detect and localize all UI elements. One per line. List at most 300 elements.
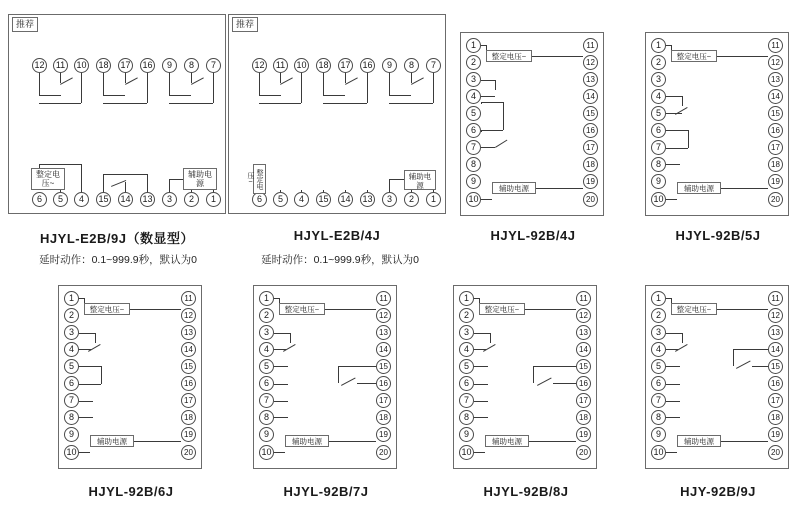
terminal-2[interactable]: 2 — [651, 308, 666, 323]
wire — [525, 309, 576, 310]
wire — [274, 333, 290, 334]
wire — [338, 366, 376, 367]
terminal-8[interactable]: 8 — [651, 410, 666, 425]
wire — [474, 452, 485, 453]
terminal-16[interactable]: 16 — [768, 123, 783, 138]
terminal-19[interactable]: 19 — [768, 174, 783, 189]
wire — [81, 73, 82, 103]
terminal-16[interactable]: 16 — [576, 376, 591, 391]
wire — [301, 73, 302, 103]
terminal-16[interactable]: 16 — [376, 376, 391, 391]
aux-power-label: 辅助电源 — [677, 182, 721, 194]
wire — [474, 417, 488, 418]
terminal-7[interactable]: 7 — [206, 58, 221, 73]
terminal-6[interactable]: 6 — [252, 192, 267, 207]
wire — [717, 56, 768, 57]
terminal-1[interactable]: 1 — [259, 291, 274, 306]
wire — [733, 349, 734, 366]
wire — [481, 147, 495, 148]
caption-hjyl-92b-7j: HJYL-92B/7J — [283, 484, 369, 499]
terminal-1[interactable]: 1 — [206, 192, 221, 207]
wire — [274, 349, 286, 350]
wire — [357, 383, 376, 384]
terminal-1[interactable]: 1 — [64, 291, 79, 306]
terminal-5[interactable]: 5 — [53, 192, 68, 207]
terminal-8[interactable]: 8 — [64, 410, 79, 425]
wire — [666, 384, 680, 385]
aux-power-label: 辅助电源 — [404, 170, 436, 190]
terminal-4[interactable]: 4 — [466, 89, 481, 104]
terminal-14[interactable]: 14 — [118, 192, 133, 207]
terminal-5[interactable]: 5 — [259, 359, 274, 374]
terminal-5[interactable]: 5 — [651, 359, 666, 374]
terminal-14[interactable]: 14 — [338, 192, 353, 207]
terminal-19[interactable]: 19 — [768, 427, 783, 442]
terminal-7[interactable]: 7 — [64, 393, 79, 408]
wire — [60, 73, 61, 83]
terminal-5[interactable]: 5 — [273, 192, 288, 207]
terminal-3[interactable]: 3 — [466, 72, 481, 87]
setting-voltage-label: 整定电压~ — [486, 50, 532, 62]
wire — [481, 102, 482, 104]
terminal-14[interactable]: 14 — [768, 342, 783, 357]
wire — [79, 401, 93, 402]
wire — [666, 199, 677, 200]
setting-voltage-label: 整定电压~ — [31, 168, 65, 190]
wire — [323, 103, 367, 104]
terminal-18[interactable]: 18 — [576, 410, 591, 425]
wire — [79, 452, 90, 453]
terminal-6[interactable]: 6 — [651, 123, 666, 138]
aux-power-label: 辅助电源 — [677, 435, 721, 447]
wire — [666, 401, 680, 402]
wire — [259, 95, 281, 96]
terminal-18[interactable]: 18 — [768, 410, 783, 425]
terminal-4[interactable]: 4 — [259, 342, 274, 357]
aux-power-label: 辅助电源 — [485, 435, 529, 447]
terminal-20[interactable]: 20 — [768, 192, 783, 207]
terminal-5[interactable]: 5 — [651, 106, 666, 121]
terminal-9[interactable]: 9 — [382, 58, 397, 73]
wire — [474, 333, 490, 334]
terminal-15[interactable]: 15 — [316, 192, 331, 207]
wire — [79, 417, 93, 418]
terminal-16[interactable]: 16 — [768, 376, 783, 391]
wire — [147, 73, 148, 103]
wire — [323, 73, 324, 95]
wire — [532, 56, 583, 57]
wire — [95, 333, 96, 343]
setting-voltage-label: 整定电压~ — [479, 303, 525, 315]
terminal-6[interactable]: 6 — [32, 192, 47, 207]
caption-hjyl-e2b-9j: HJYL-E2B/9J（数显型） — [40, 231, 194, 246]
terminal-15[interactable]: 15 — [583, 106, 598, 121]
wire — [134, 441, 181, 442]
wire — [169, 103, 213, 104]
terminal-10[interactable]: 10 — [74, 58, 89, 73]
wire — [130, 309, 181, 310]
wire — [274, 452, 285, 453]
diagram-hjyl-92b-5j — [645, 32, 791, 218]
wire — [666, 130, 688, 131]
terminal-11[interactable]: 11 — [576, 291, 591, 306]
terminal-12[interactable]: 12 — [768, 55, 783, 70]
terminal-16[interactable]: 16 — [360, 58, 375, 73]
terminal-14[interactable]: 14 — [576, 342, 591, 357]
caption-hjyl-92b-4j: HJYL-92B/4J — [490, 228, 576, 243]
terminal-14[interactable]: 14 — [768, 89, 783, 104]
terminal-19[interactable]: 19 — [181, 427, 196, 442]
terminal-17[interactable]: 17 — [118, 58, 133, 73]
terminal-17[interactable]: 17 — [181, 393, 196, 408]
terminal-18[interactable]: 18 — [96, 58, 111, 73]
terminal-14[interactable]: 14 — [181, 342, 196, 357]
wire — [666, 349, 678, 350]
wire — [280, 73, 281, 83]
terminal-2[interactable]: 2 — [466, 55, 481, 70]
wire — [325, 309, 376, 310]
terminal-9[interactable]: 9 — [459, 427, 474, 442]
terminal-14[interactable]: 14 — [583, 89, 598, 104]
wire — [169, 73, 170, 95]
aux-power-label: 辅助电源 — [183, 168, 217, 190]
terminal-17[interactable]: 17 — [576, 393, 591, 408]
setting-voltage-label: 整定电压~ — [279, 303, 325, 315]
terminal-13[interactable]: 13 — [768, 325, 783, 340]
terminal-3[interactable]: 3 — [459, 325, 474, 340]
terminal-20[interactable]: 20 — [376, 445, 391, 460]
terminal-11[interactable]: 11 — [376, 291, 391, 306]
terminal-6[interactable]: 6 — [459, 376, 474, 391]
wire — [274, 401, 288, 402]
terminal-20[interactable]: 20 — [181, 445, 196, 460]
terminal-18[interactable]: 18 — [583, 157, 598, 172]
wire — [79, 333, 95, 334]
caption-hjy-92b-9j: HJY-92B/9J — [680, 484, 756, 499]
subcaption-hjyl-e2b-9j: 延时动作：0.1~999.9秒，默认为0 — [39, 254, 197, 266]
terminal-10[interactable]: 10 — [294, 58, 309, 73]
terminal-3[interactable]: 3 — [162, 192, 177, 207]
terminal-14[interactable]: 14 — [376, 342, 391, 357]
wire — [474, 366, 488, 367]
terminal-5[interactable]: 5 — [459, 359, 474, 374]
terminal-17[interactable]: 17 — [583, 140, 598, 155]
terminal-13[interactable]: 13 — [583, 72, 598, 87]
diagram-hjyl-e2b-4j — [228, 14, 448, 216]
terminal-4[interactable]: 4 — [459, 342, 474, 357]
wire — [79, 349, 91, 350]
terminal-9[interactable]: 9 — [651, 427, 666, 442]
terminal-12[interactable]: 12 — [583, 55, 598, 70]
diagram-hjyl-92b-8j — [453, 285, 599, 471]
setting-voltage-label: 整定电压~ — [84, 303, 130, 315]
wire — [411, 73, 412, 83]
wire — [389, 103, 433, 104]
terminal-3[interactable]: 3 — [64, 325, 79, 340]
wire — [329, 441, 376, 442]
wire — [39, 95, 61, 96]
terminal-20[interactable]: 20 — [583, 192, 598, 207]
wire — [490, 333, 491, 343]
terminal-6[interactable]: 6 — [466, 123, 481, 138]
terminal-15[interactable]: 15 — [376, 359, 391, 374]
terminal-7[interactable]: 7 — [651, 140, 666, 155]
wire — [338, 366, 339, 383]
aux-power-label: 辅助电源 — [492, 182, 536, 194]
terminal-1[interactable]: 1 — [466, 38, 481, 53]
wire — [323, 95, 345, 96]
wire — [103, 95, 125, 96]
wire — [682, 333, 683, 343]
wire — [503, 120, 504, 130]
terminal-15[interactable]: 15 — [768, 106, 783, 121]
wire — [474, 401, 488, 402]
aux-power-label: 辅助电源 — [90, 435, 134, 447]
wire — [125, 182, 126, 192]
wire — [213, 73, 214, 103]
wire — [752, 366, 768, 367]
wire — [169, 179, 170, 192]
terminal-1[interactable]: 1 — [651, 38, 666, 53]
terminal-8[interactable]: 8 — [466, 157, 481, 172]
wire — [481, 130, 503, 131]
wire — [147, 174, 148, 192]
wire — [79, 384, 101, 385]
terminal-13[interactable]: 13 — [376, 325, 391, 340]
terminal-20[interactable]: 20 — [768, 445, 783, 460]
terminal-13[interactable]: 13 — [181, 325, 196, 340]
terminal-8[interactable]: 8 — [184, 58, 199, 73]
terminal-6[interactable]: 6 — [64, 376, 79, 391]
terminal-11[interactable]: 11 — [583, 38, 598, 53]
terminal-2[interactable]: 2 — [459, 308, 474, 323]
wire — [666, 333, 682, 334]
terminal-16[interactable]: 16 — [583, 123, 598, 138]
terminal-10[interactable]: 10 — [466, 192, 481, 207]
wire — [721, 188, 768, 189]
wire — [666, 164, 680, 165]
wire — [721, 441, 768, 442]
wire — [433, 73, 434, 103]
wire — [79, 366, 101, 367]
wire — [503, 102, 504, 120]
terminal-12[interactable]: 12 — [32, 58, 47, 73]
terminal-10[interactable]: 10 — [651, 192, 666, 207]
wire — [259, 103, 301, 104]
caption-hjyl-92b-8j: HJYL-92B/8J — [483, 484, 569, 499]
wire — [481, 102, 503, 103]
terminal-2[interactable]: 2 — [64, 308, 79, 323]
terminal-3[interactable]: 3 — [651, 72, 666, 87]
terminal-18[interactable]: 18 — [181, 410, 196, 425]
terminal-13[interactable]: 13 — [576, 325, 591, 340]
terminal-7[interactable]: 7 — [651, 393, 666, 408]
terminal-4[interactable]: 4 — [651, 89, 666, 104]
wire — [481, 199, 492, 200]
wire — [733, 349, 768, 350]
terminal-9[interactable]: 9 — [162, 58, 177, 73]
diagram-hjyl-e2b-9j — [8, 14, 228, 216]
wire — [474, 349, 486, 350]
terminal-3[interactable]: 3 — [382, 192, 397, 207]
terminal-7[interactable]: 7 — [426, 58, 441, 73]
terminal-17[interactable]: 17 — [376, 393, 391, 408]
wire — [39, 103, 81, 104]
diagram-hjyl-92b-6j — [58, 285, 204, 471]
terminal-15[interactable]: 15 — [576, 359, 591, 374]
terminal-9[interactable]: 9 — [651, 174, 666, 189]
wire — [495, 80, 496, 90]
wire — [533, 366, 534, 383]
caption-hjyl-e2b-4j: HJYL-E2B/4J — [293, 228, 381, 243]
wire — [717, 309, 768, 310]
caption-hjyl-92b-5j: HJYL-92B/5J — [675, 228, 761, 243]
wire — [666, 452, 677, 453]
recommend-badge: 推荐 — [12, 17, 38, 32]
terminal-2[interactable]: 2 — [404, 192, 419, 207]
wire — [474, 384, 488, 385]
terminal-18[interactable]: 18 — [316, 58, 331, 73]
terminal-8[interactable]: 8 — [404, 58, 419, 73]
wire — [101, 366, 102, 384]
terminal-13[interactable]: 13 — [360, 192, 375, 207]
terminal-10[interactable]: 10 — [64, 445, 79, 460]
terminal-12[interactable]: 12 — [252, 58, 267, 73]
terminal-11[interactable]: 11 — [53, 58, 68, 73]
terminal-11[interactable]: 11 — [181, 291, 196, 306]
terminal-7[interactable]: 7 — [459, 393, 474, 408]
wire — [536, 188, 583, 189]
terminal-12[interactable]: 12 — [181, 308, 196, 323]
terminal-18[interactable]: 18 — [376, 410, 391, 425]
terminal-16[interactable]: 16 — [140, 58, 155, 73]
terminal-8[interactable]: 8 — [259, 410, 274, 425]
terminal-19[interactable]: 19 — [576, 427, 591, 442]
terminal-9[interactable]: 9 — [64, 427, 79, 442]
wire — [481, 80, 495, 81]
wire — [481, 130, 482, 132]
wire — [682, 96, 683, 106]
aux-power-label: 辅助电源 — [285, 435, 329, 447]
wire — [39, 164, 81, 165]
terminal-20[interactable]: 20 — [576, 445, 591, 460]
terminal-11[interactable]: 11 — [768, 291, 783, 306]
terminal-3[interactable]: 3 — [651, 325, 666, 340]
diagram-hjyl-92b-7j — [253, 285, 399, 471]
wire — [39, 73, 40, 95]
terminal-13[interactable]: 13 — [768, 72, 783, 87]
terminal-11[interactable]: 11 — [768, 38, 783, 53]
terminal-2[interactable]: 2 — [259, 308, 274, 323]
terminal-16[interactable]: 16 — [181, 376, 196, 391]
terminal-1[interactable]: 1 — [459, 291, 474, 306]
setting-voltage-label: 整定电压~ — [253, 164, 266, 194]
terminal-3[interactable]: 3 — [259, 325, 274, 340]
wire — [274, 384, 288, 385]
wire — [367, 73, 368, 103]
terminal-8[interactable]: 8 — [459, 410, 474, 425]
wire — [389, 73, 390, 95]
terminal-17[interactable]: 17 — [768, 393, 783, 408]
wire — [553, 383, 576, 384]
wire — [103, 103, 147, 104]
wire — [191, 73, 192, 83]
wire — [389, 179, 390, 192]
terminal-17[interactable]: 17 — [768, 140, 783, 155]
wire — [103, 174, 147, 175]
terminal-9[interactable]: 9 — [259, 427, 274, 442]
terminal-4[interactable]: 4 — [64, 342, 79, 357]
terminal-7[interactable]: 7 — [466, 140, 481, 155]
wire — [103, 174, 104, 192]
wire — [533, 366, 576, 367]
wire — [169, 95, 191, 96]
terminal-8[interactable]: 8 — [651, 157, 666, 172]
setting-voltage-label: 整定电压~ — [671, 303, 717, 315]
terminal-19[interactable]: 19 — [583, 174, 598, 189]
terminal-6[interactable]: 6 — [259, 376, 274, 391]
terminal-5[interactable]: 5 — [64, 359, 79, 374]
subcaption-hjyl-e2b-4j: 延时动作：0.1~999.9秒，默认为0 — [261, 254, 419, 266]
terminal-15[interactable]: 15 — [181, 359, 196, 374]
wire — [103, 73, 104, 95]
terminal-11[interactable]: 11 — [273, 58, 288, 73]
wire — [688, 130, 689, 148]
terminal-4[interactable]: 4 — [74, 192, 89, 207]
terminal-2[interactable]: 2 — [184, 192, 199, 207]
terminal-2[interactable]: 2 — [651, 55, 666, 70]
terminal-1[interactable]: 1 — [651, 291, 666, 306]
terminal-5[interactable]: 5 — [466, 106, 481, 121]
recommend-badge: 推荐 — [232, 17, 258, 32]
caption-hjyl-92b-6j: HJYL-92B/6J — [88, 484, 174, 499]
terminal-15[interactable]: 15 — [768, 359, 783, 374]
wire — [259, 73, 260, 95]
terminal-19[interactable]: 19 — [376, 427, 391, 442]
setting-voltage-label: 整定电压~ — [671, 50, 717, 62]
terminal-4[interactable]: 4 — [294, 192, 309, 207]
terminal-10[interactable]: 10 — [459, 445, 474, 460]
terminal-17[interactable]: 17 — [338, 58, 353, 73]
terminal-15[interactable]: 15 — [96, 192, 111, 207]
terminal-12[interactable]: 12 — [376, 308, 391, 323]
terminal-6[interactable]: 6 — [651, 376, 666, 391]
wire — [481, 96, 495, 97]
terminal-7[interactable]: 7 — [259, 393, 274, 408]
wire — [666, 148, 688, 149]
terminal-12[interactable]: 12 — [768, 308, 783, 323]
wire — [274, 417, 288, 418]
terminal-10[interactable]: 10 — [651, 445, 666, 460]
terminal-13[interactable]: 13 — [140, 192, 155, 207]
terminal-10[interactable]: 10 — [259, 445, 274, 460]
wire — [666, 96, 682, 97]
terminal-9[interactable]: 9 — [466, 174, 481, 189]
wire — [125, 73, 126, 83]
wire — [389, 95, 411, 96]
terminal-18[interactable]: 18 — [768, 157, 783, 172]
terminal-4[interactable]: 4 — [651, 342, 666, 357]
wire — [666, 366, 680, 367]
terminal-12[interactable]: 12 — [576, 308, 591, 323]
terminal-1[interactable]: 1 — [426, 192, 441, 207]
diagram-hjy-92b-9j — [645, 285, 791, 471]
wire — [290, 333, 291, 343]
diagram-hjyl-92b-4j — [460, 32, 606, 218]
wire — [345, 73, 346, 83]
wire — [81, 164, 82, 192]
wire — [666, 417, 680, 418]
